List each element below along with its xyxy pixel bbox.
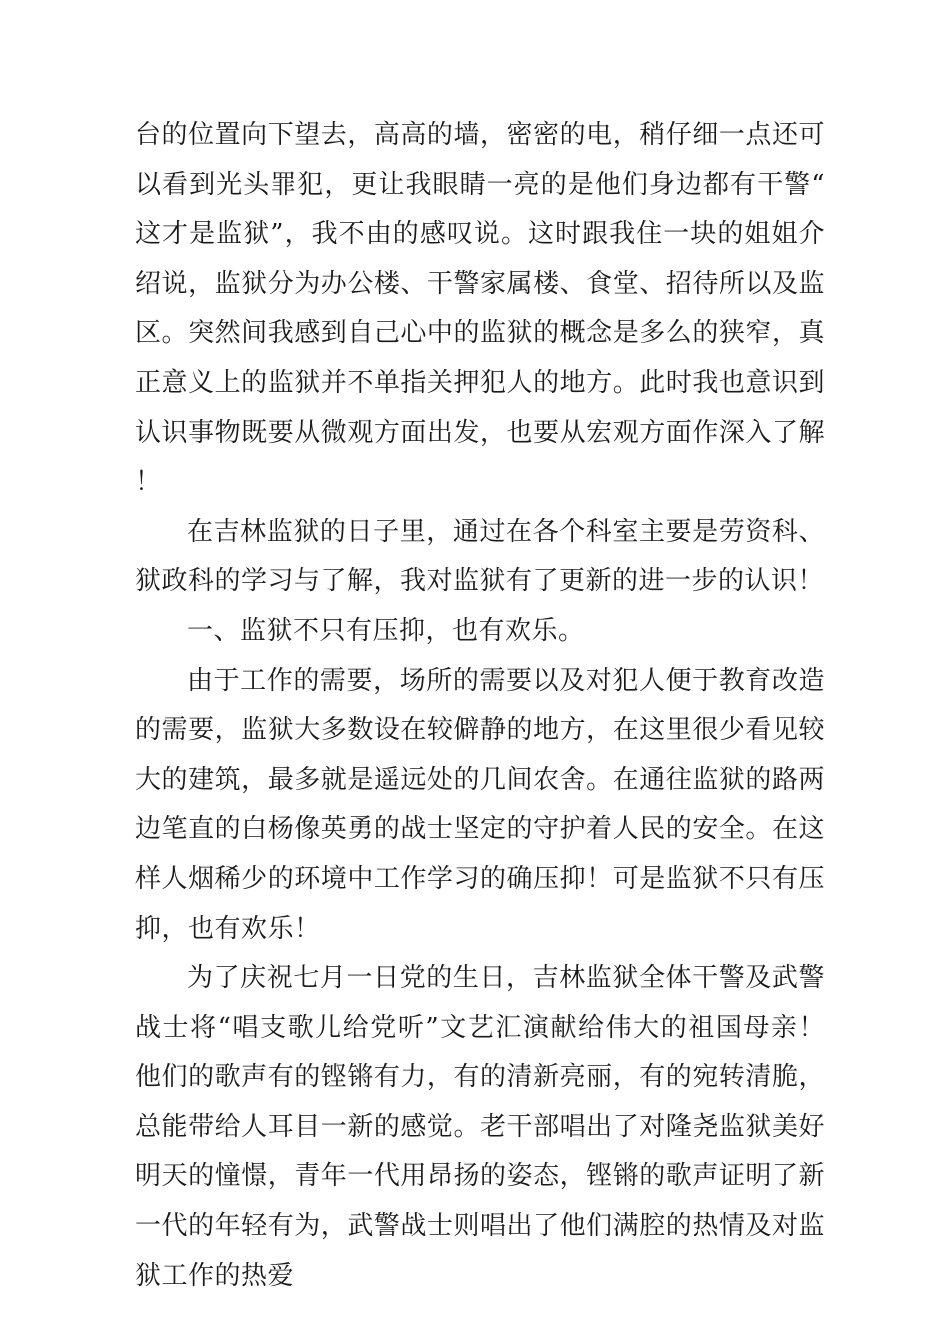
section-heading-one: 一、监狱不只有压抑，也有欢乐。 bbox=[187, 615, 585, 646]
paragraph-learning: 在吉林监狱的日子里，通过在各个科室主要是劳资科、狱政科的学习与了解，我对监狱有了更新的进一步的认识！ bbox=[135, 516, 825, 597]
paragraph-celebration: 为了庆祝七月一日党的生日，吉林监狱全体干警及武警战士将“唱支歌儿给党听”文艺汇演献给伟大的祖国母亲！他们的歌声有的铿锵有力，有的清新亮丽，有的宛转清脆，总能带给人耳目一新的感觉。老干部唱出了对隆尧监狱美好明天的憧憬，青年一代用昂扬的姿态，铿锵的歌声证明了新一代的年轻有为，武警战士则唱出了他们满腔的热情及对监狱工作的热爱 bbox=[135, 963, 825, 1291]
paragraph-continuation: 台的位置向下望去，高高的墙，密密的电，稍仔细一点还可以看到光头罪犯，更让我眼睛一亮的是他们身边都有干警“这才是监狱”，我不由的感叹说。这时跟我住一块的姐姐介绍说，监狱分为办公楼、干警家属楼、食堂、招待所以及监区。突然间我感到自己心中的监狱的概念是多么的狭窄，真正意义上的监狱并不单指关押犯人的地方。此时我也意识到认识事物既要从微观方面出发，也要从宏观方面作深入了解！ bbox=[135, 120, 825, 498]
document-body bbox=[135, 111, 825, 1301]
paragraph-environment: 由于工作的需要，场所的需要以及对犯人便于教育改造的需要，监狱大多数设在较僻静的地方，在这里很少看见较大的建筑，最多就是遥远处的几间农舍。在通往监狱的路两边笔直的白杨像英勇的战士坚定的守护着人民的安全。在这样人烟稀少的环境中工作学习的确压抑！可是监狱不只有压抑，也有欢乐！ bbox=[135, 665, 825, 944]
